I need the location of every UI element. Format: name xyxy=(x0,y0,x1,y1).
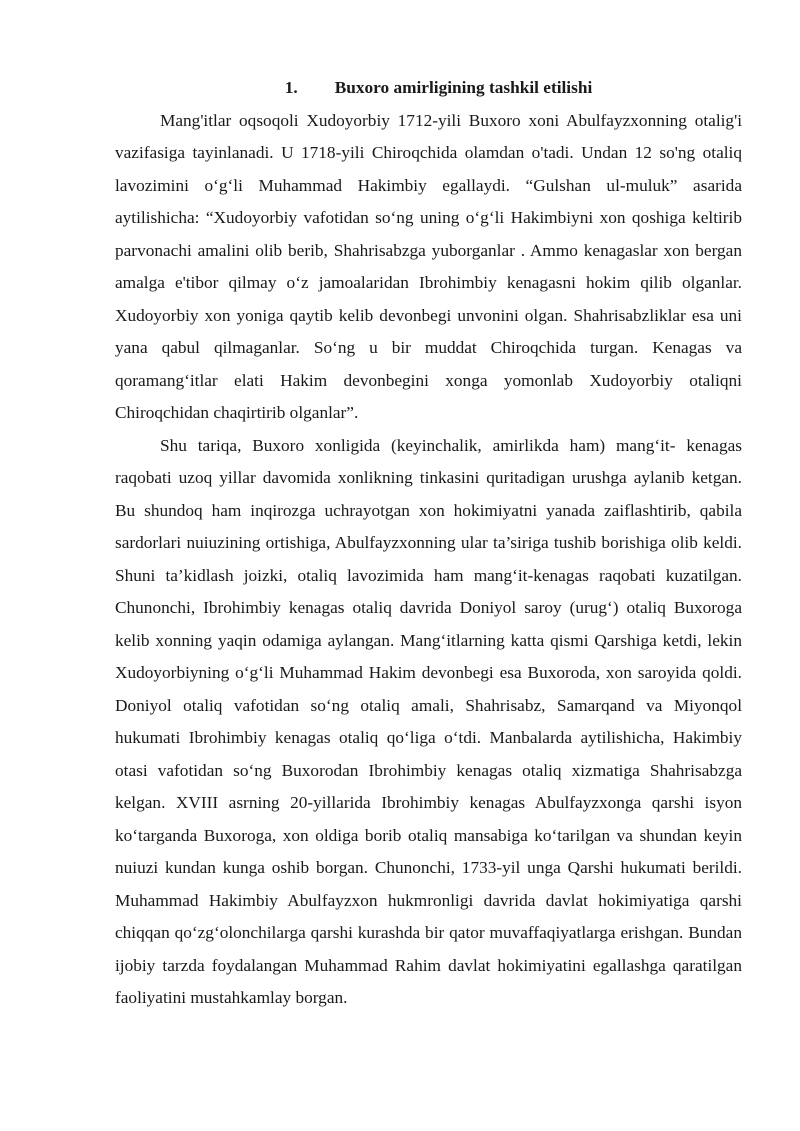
document-page xyxy=(115,72,742,1015)
section-heading xyxy=(115,72,742,105)
section-number: 1. xyxy=(284,78,298,97)
paragraph-2: Shu tariqa, Buxoro xonligida (keyinchalik, amirlikda ham) mang‘it- kenagas raqobati uzoq yillar davomida xonlikning tinkasini quritadigan urushga aylanib ketgan. Bu shundoq ham inqirozga uchrayotgan xon hokimiyatni yanada zaiflashtirib, qabila sardorlari nuiuzining ortishiga, Abulfayzxonning ular ta’siriga tushib borishiga olib keldi. Shuni ta’kidlash joizki, otaliq lavozimida ham mang‘it-kenagas raqobati kuzatilgan. Chunonchi, Ibrohimbiy kenagas otaliq davrida Doniyol saroy (urug‘) otaliq Buxoroga kelib xonning yaqin odamiga aylangan. Mang‘itlarning katta qismi Qarshiga ketdi, lekin Xudoyorbiyning o‘g‘li Muhammad Hakim devonbegi esa Buxoroda, xon saroyida qoldi. Doniyol otaliq vafotidan so‘ng otaliq amali, Shahrisabz, Samarqand va Miyonqol hukumati Ibrohimbiy kenagas otaliq qo‘liga o‘tdi. Manbalarda aytilishicha, Hakimbiy otasi vafotidan so‘ng Buxorodan Ibrohimbiy kenagas otaliq xizmatiga Shahrisabzga kelgan. XVIII asrning 20-yillarida Ibrohimbiy kenagas Abulfayzxonga qarshi isyon ko‘targanda Buxoroga, xon oldiga borib otaliq mansabiga ko‘tarilgan va shundan keyin nuiuzi kundan kunga oshib borgan. Chunonchi, 1733-yil unga Qarshi hukumati berildi. Muhammad Hakimbiy Abulfayzxon hukmronligi davrida davlat hokimiyatiga qarshi chiqqan qo‘zg‘olonchilarga qarshi kurashda bir qator muvaffaqiyatlarga erishgan. Bundan ijobiy tarzda foydalangan Muhammad Rahim davlat hokimiyatini egallashga qaratilgan faoliyatini mustahkamlay borgan. xyxy=(115,435,742,1007)
paragraph-1: Mang'itlar oqsoqoli Xudoyorbiy 1712-yili Buxoro xoni Abulfayzxonning otalig'i vazifasiga tayinlanadi. U 1718-yili Chiroqchida olamdan o'tadi. Undan 12 so'ng otaliq lavozimini o‘g‘li Muhammad Hakimbiy egallaydi. “Gulshan ul-muluk” asarida aytilishicha: “Xudoyorbiy vafotidan so‘ng uning o‘g‘li Hakimbiyni xon qoshiga keltirib parvonachi amalini olib berib, Shahrisabzga yuborganlar . Ammo kenagaslar xon bergan amalga e'tibor qilmay o‘z jamoalaridan Ibrohimbiy kenagasni hokim qilib olganlar. Xudoyorbiy xon yoniga qaytib kelib devonbegi unvonini olgan. Shahrisabzliklar esa uni yana qabul qilmaganlar. So‘ng u bir muddat Chiroqchida turgan. Kenagas va qoramang‘itlar elati Hakim devonbegini xonga yomonlab Xudoyorbiy otaliqni Chiroqchidan chaqirtirib olganlar”. xyxy=(115,110,742,422)
section-title: Buxoro amirligining tashkil etilishi xyxy=(334,78,593,97)
